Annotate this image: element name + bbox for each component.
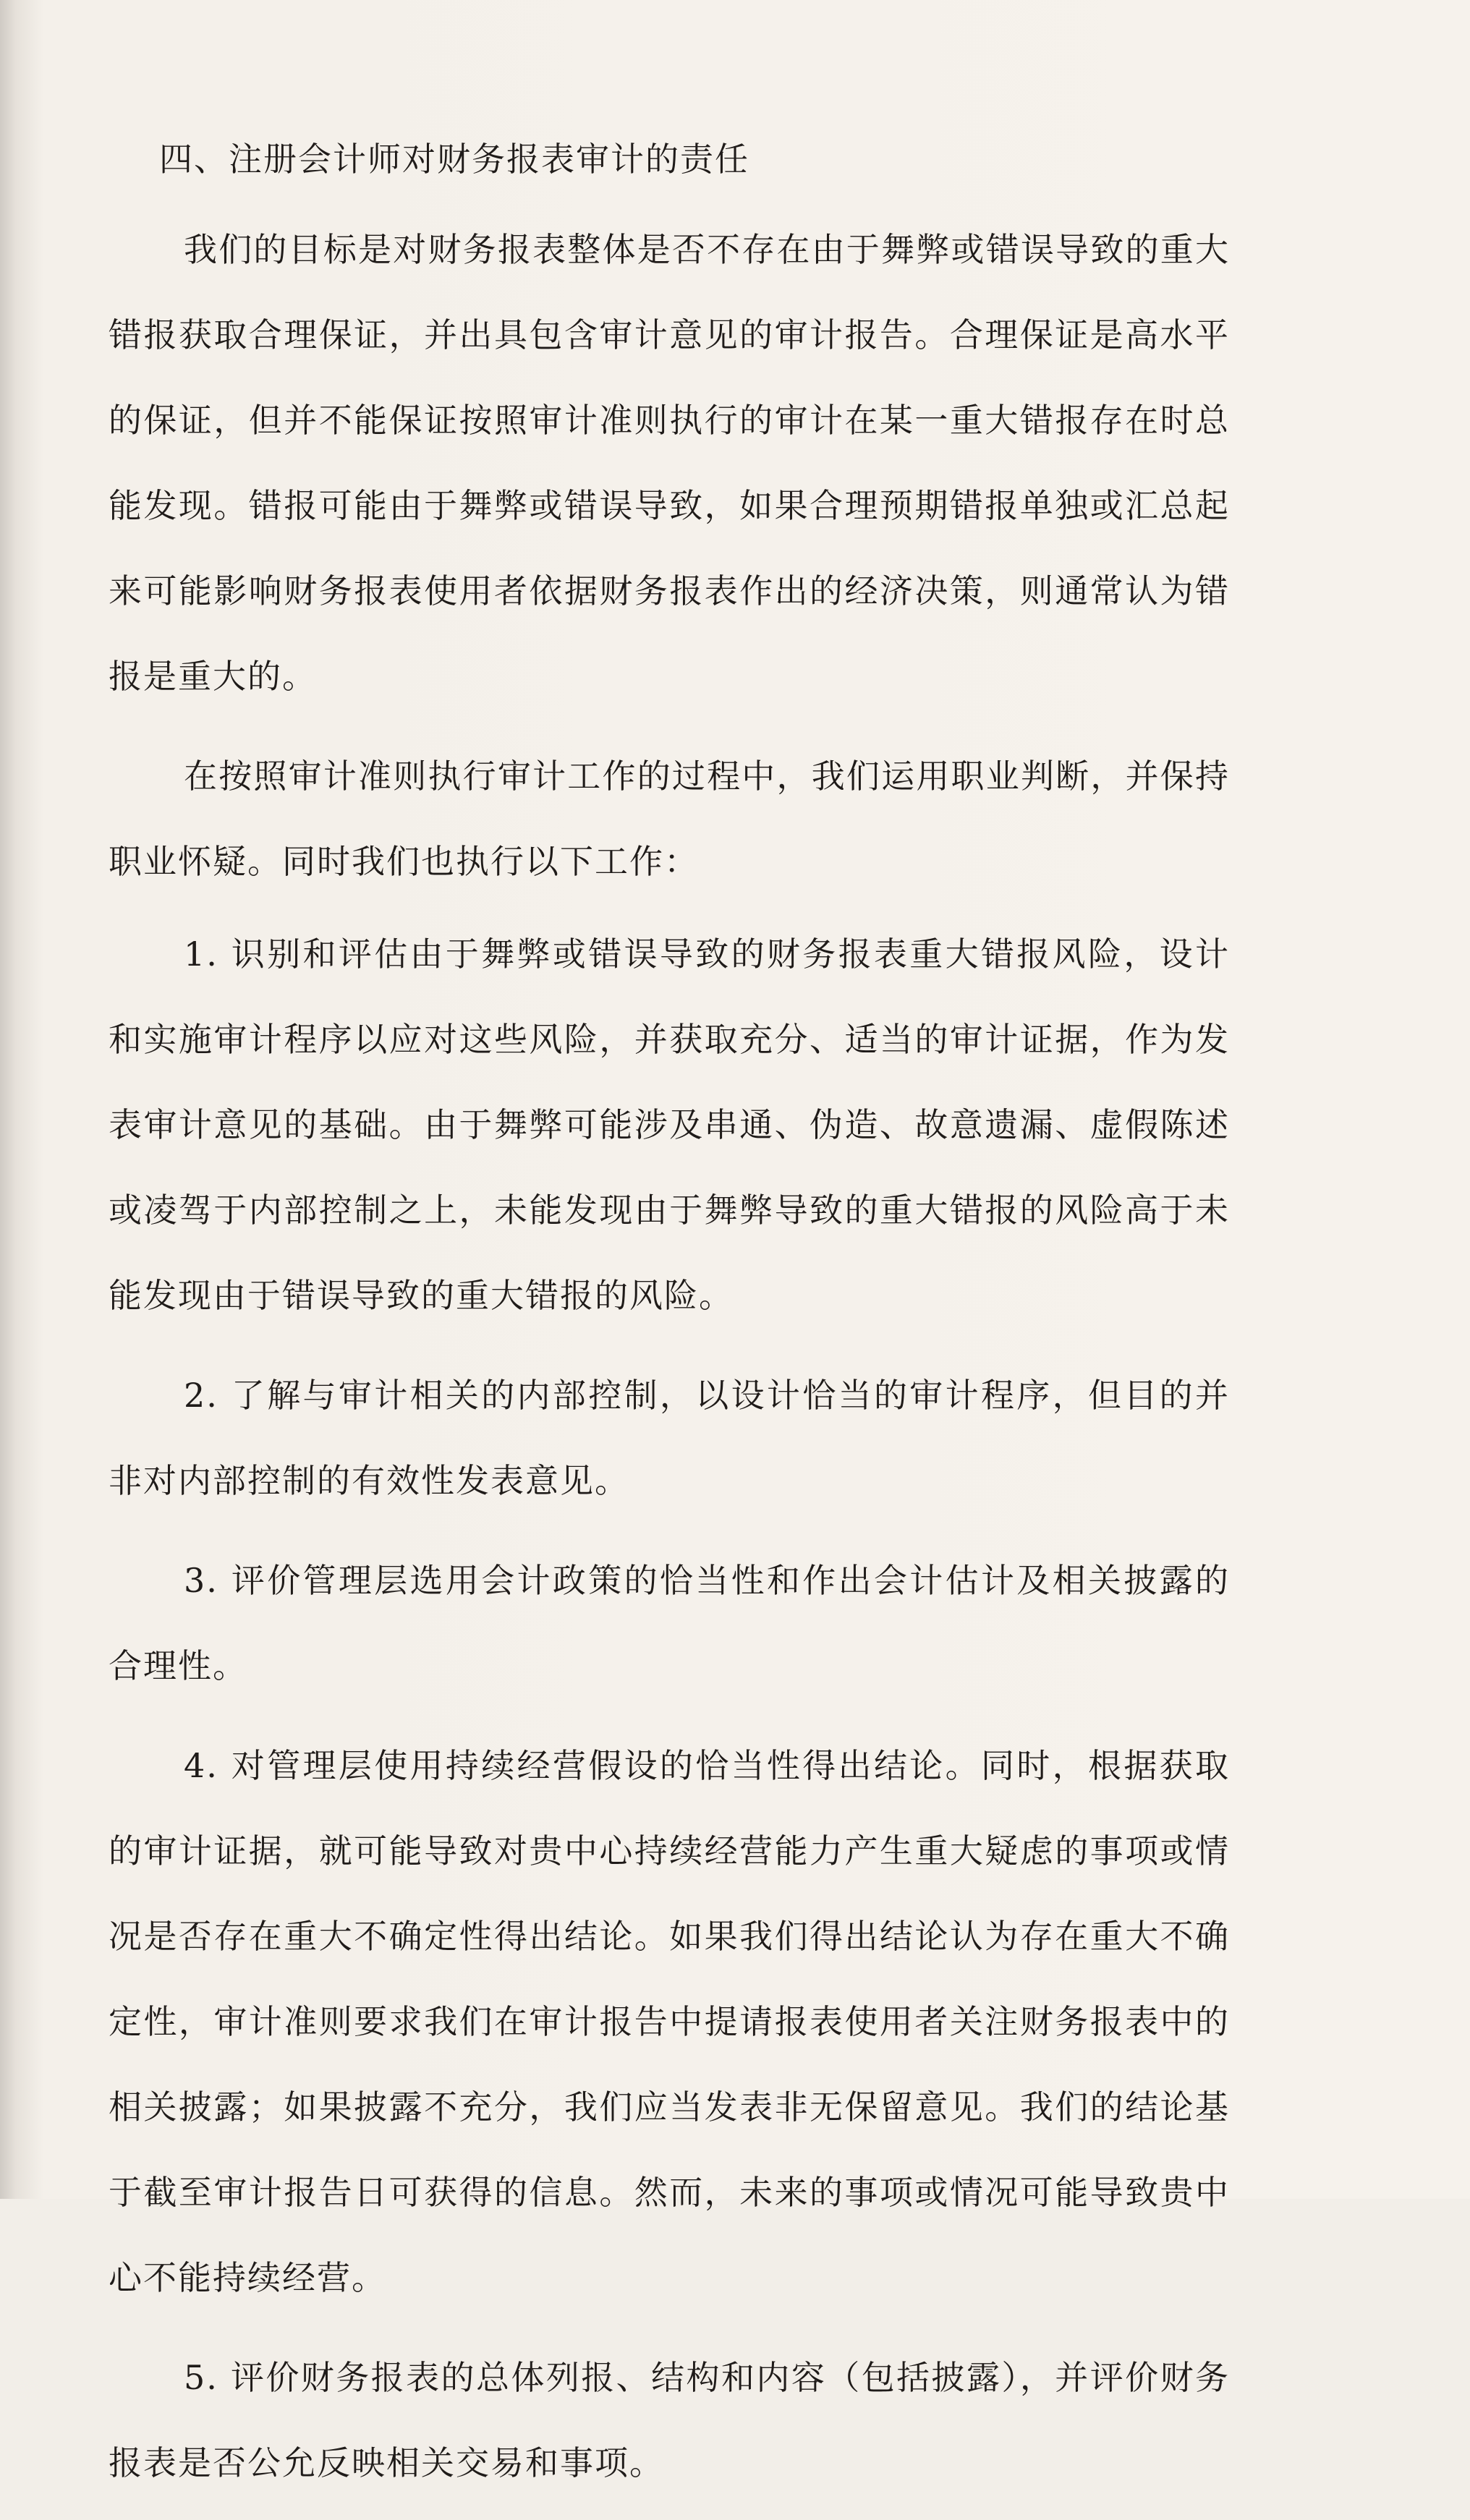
- list-item-5: 5. 评价财务报表的总体列报、结构和内容（包括披露），并评价财务报表是否公允反映相关交易和事项。: [109, 2358, 1230, 2482]
- document-body: [109, 137, 1230, 2520]
- list-item-3: 3. 评价管理层选用会计政策的恰当性和作出会计估计及相关披露的合理性。: [109, 1561, 1230, 1685]
- paragraph-objective: 我们的目标是对财务报表整体是否不存在由于舞弊或错误导致的重大错报获取合理保证，并出具包含审计意见的审计报告。合理保证是高水平的保证，但并不能保证按照审计准则执行的审计在某一重大错报存在时总能发现。错报可能由于舞弊或错误导致，如果合理预期错报单独或汇总起来可能影响财务报表使用者依据财务报表作出的经济决策，则通常认为错报是重大的。: [109, 230, 1230, 696]
- section-heading: 四、注册会计师对财务报表审计的责任: [159, 140, 749, 179]
- list-item-4: 4. 对管理层使用持续经营假设的恰当性得出结论。同时，根据获取的审计证据，就可能导致对贵中心持续经营能力产生重大疑虑的事项或情况是否存在重大不确定性得出结论。如果我们得出结论认为存在重大不确定性，审计准则要求我们在审计报告中提请报表使用者关注财务报表中的相关披露；如果披露不充分，我们应当发表非无保留意见。我们的结论基于截至审计报告日可获得的信息。然而，未来的事项或情况可能导致贵中心不能持续经营。: [109, 1746, 1230, 2297]
- list-item-1: 1. 识别和评估由于舞弊或错误导致的财务报表重大错报风险，设计和实施审计程序以应对这些风险，并获取充分、适当的审计证据，作为发表审计意见的基础。由于舞弊可能涉及串通、伪造、故意遗漏、虚假陈述或凌驾于内部控制之上，未能发现由于舞弊导致的重大错报的风险高于未能发现由于错误导致的重大错报的风险。: [109, 935, 1230, 1315]
- list-item-2: 2. 了解与审计相关的内部控制，以设计恰当的审计程序，但目的并非对内部控制的有效性发表意见。: [109, 1376, 1230, 1500]
- paragraph-procedures-intro: 在按照审计准则执行审计工作的过程中，我们运用职业判断，并保持职业怀疑。同时我们也执行以下工作：: [109, 757, 1230, 881]
